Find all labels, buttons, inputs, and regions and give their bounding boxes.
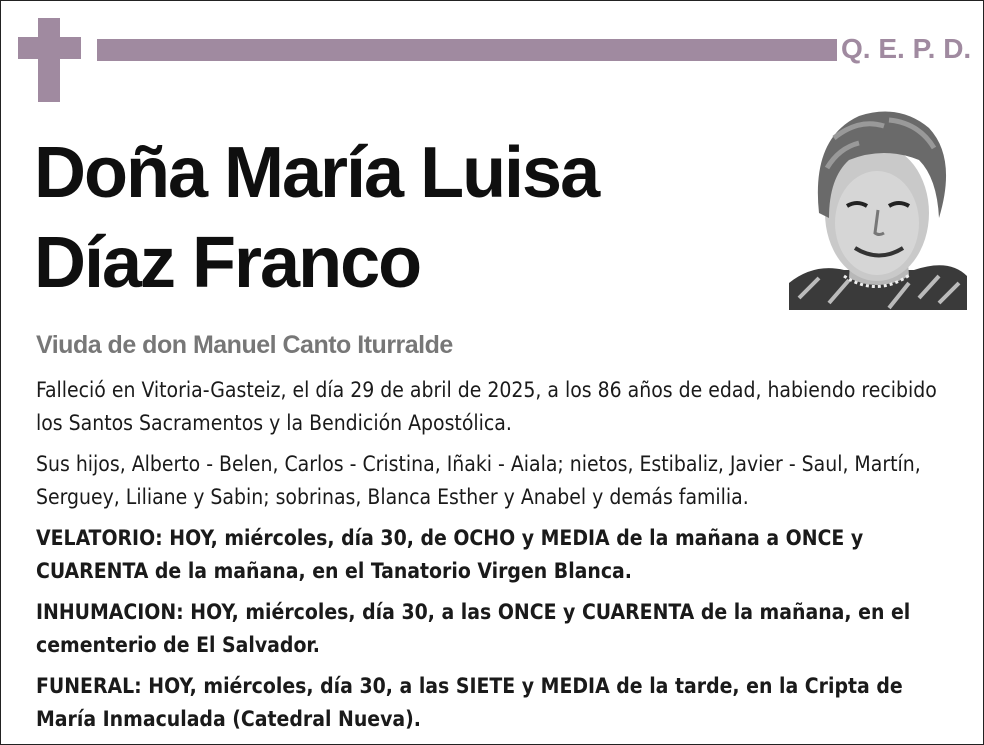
widow-subtitle: Viuda de don Manuel Canto Iturralde bbox=[36, 331, 453, 359]
qepd-label: Q. E. P. D. bbox=[841, 33, 972, 64]
deceased-name bbox=[34, 128, 598, 308]
inhumacion-info: INHUMACION: HOY, miércoles, día 30, a las ONCE y CUARENTA de la mañana, en el cementerio de El Salvador. bbox=[36, 600, 911, 657]
name-line-2: Díaz Franco bbox=[34, 223, 421, 303]
death-notice: Falleció en Vitoria-Gasteiz, el día 29 de abril de 2025, a los 86 años de edad, habiendo recibido los Santos Sacramentos y la Bendición Apostólica. bbox=[36, 378, 937, 435]
funeral-info: FUNERAL: HOY, miércoles, día 30, a las SIETE y MEDIA de la tarde, en la Cripta de María Inmaculada (Catedral Nueva). bbox=[36, 674, 903, 731]
velatorio-info: VELATORIO: HOY, miércoles, día 30, de OCHO y MEDIA de la mañana a ONCE y CUARENTA de la mañana, en el Tanatorio Virgen Blanca. bbox=[36, 526, 864, 583]
header-rule bbox=[97, 39, 837, 61]
name-line-1: Doña María Luisa bbox=[34, 133, 599, 213]
family-list: Sus hijos, Alberto - Belen, Carlos - Cristina, Iñaki - Aiala; nietos, Estibaliz, Javier - Saul, Martín, Serguey, Liliane y Sabin; sobrinas, Blanca Esther y Anabel y demás familia. bbox=[36, 452, 921, 509]
portrait-photo bbox=[789, 98, 967, 310]
